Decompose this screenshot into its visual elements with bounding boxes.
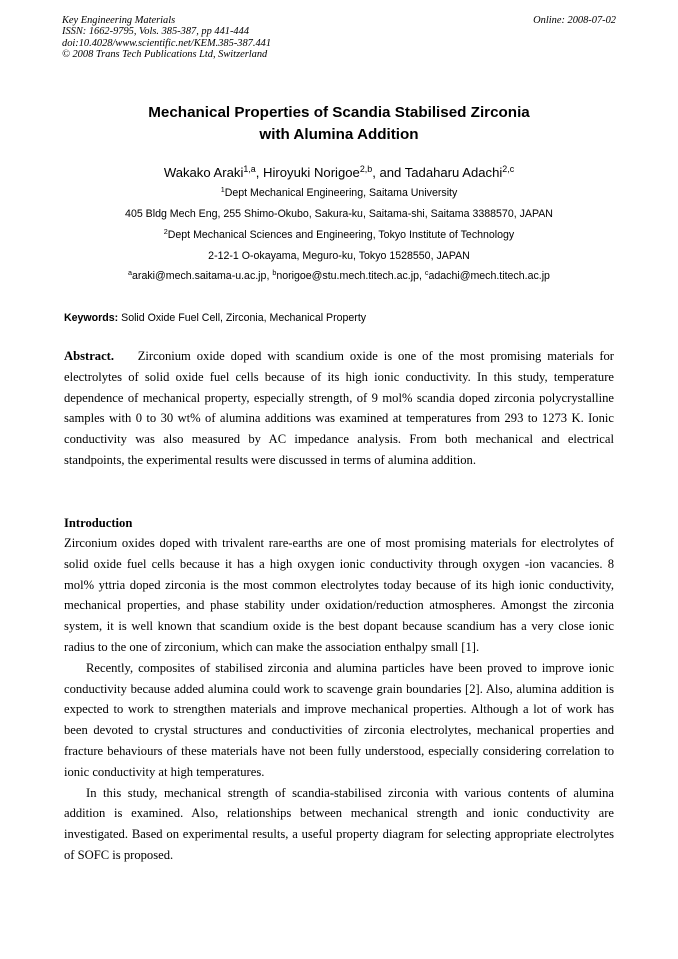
intro-paragraph: Recently, composites of stabilised zirconia and alumina particles have been proved to improve ionic conductivity because added alumina could work to scavenge grain boundaries [2]. Also, alumina addition is expected to work to strengthen materials and improve mechanical properties. Although a lot of work has been devoted to crystal structures and conductivities of zirconia electrolytes, mechanical properties and fracture behaviours of these materials have not been fully understood, especially considering correlation to ionic conductivity at high temperatures. bbox=[64, 660, 614, 779]
author-name: Tadaharu Adachi bbox=[404, 165, 503, 180]
affiliation-2-sup: 2 bbox=[163, 227, 168, 237]
email-sup: c bbox=[424, 268, 429, 278]
journal-name: Key Engineering Materials bbox=[62, 15, 176, 26]
email-address[interactable]: araki@mech.saitama-u.ac.jp bbox=[132, 270, 267, 282]
affiliation-2 bbox=[0, 228, 678, 242]
affiliation-2-name: Dept Mechanical Sciences and Engineering, Tokyo Institute of Technology bbox=[167, 229, 515, 241]
author-name: Wakako Araki bbox=[163, 165, 244, 180]
author-sup: 2,c bbox=[502, 164, 515, 175]
affiliation-1 bbox=[0, 186, 678, 200]
introduction-heading: Introduction bbox=[64, 516, 133, 530]
email-sup: b bbox=[272, 268, 277, 278]
affiliation-1-sup: 1 bbox=[220, 185, 225, 195]
affiliation-1-address: 405 Bldg Mech Eng, 255 Shimo-Okubo, Sakura-ku, Saitama-shi, Saitama 3388570, JAPAN bbox=[125, 208, 553, 220]
author-sup: 2,b bbox=[359, 164, 373, 175]
email-address[interactable]: adachi@mech.titech.ac.jp bbox=[428, 270, 550, 282]
email-sep: , bbox=[419, 270, 425, 282]
intro-paragraph: Zirconium oxides doped with trivalent rare-earths are one of most promising materials for electrolytes of solid oxide fuel cells because it has a high oxygen ionic conductivity through oxygen -ion vacancies. 8 mol% yttria doped zirconia is the most common electrolytes today because of its high ionic conductivity, mechanical properties, and phase stability under oxidation/reduction atmospheres. Amongst the zirconia system, it is well known that scandium oxide is the best dopant because scandium has a very close ionic radius to the one of zirconium, which can make the association enthalpy small [1]. bbox=[64, 536, 614, 654]
author-sep: , bbox=[255, 165, 264, 180]
online-date: Online: 2008-07-02 bbox=[533, 15, 616, 26]
keywords-label: Keywords: bbox=[64, 312, 119, 324]
paper-title bbox=[0, 102, 678, 146]
doi-line: doi:10.4028/www.scientific.net/KEM.385-387.441 bbox=[62, 37, 272, 49]
title-line-2: with Alumina Addition bbox=[259, 126, 419, 143]
keywords bbox=[64, 311, 366, 325]
author-name: Hiroyuki Norigoe bbox=[263, 165, 360, 180]
abstract-text: Zirconium oxide doped with scandium oxide is one of the most promising materials for electrolytes of solid oxide fuel cells because of its high ionic conductivity. In this study, temperature dependence of mechanical property, especially strength, of 9 mol% scandia doped zirconia polycrystalline samples with 0 to 30 wt% of alumina additions was examined at temperatures from 293 to 1273 K. Ionic conductivity was also measured by AC impedance analysis. From both mechanical and electrical standpoints, the experimental results were discussed in terms of alumina addition. bbox=[64, 349, 615, 467]
author-sup: 1,a bbox=[243, 164, 256, 175]
issn-line: ISSN: 1662-9795, Vols. 385-387, pp 441-444 bbox=[62, 26, 250, 38]
author-list bbox=[0, 164, 678, 182]
keywords-text: Solid Oxide Fuel Cell, Zirconia, Mechanical Property bbox=[121, 312, 367, 324]
email-sup: a bbox=[128, 268, 133, 278]
title-line-1: Mechanical Properties of Scandia Stabilised Zirconia bbox=[148, 104, 530, 121]
intro-paragraph: In this study, mechanical strength of scandia-stabilised zirconia with various contents of alumina addition is examined. Also, relationships between mechanical strength and ionic conductivity are investigated. Based on experimental results, a useful property diagram for selecting appropriate electrolytes of SOFC is proposed. bbox=[64, 785, 614, 862]
abstract bbox=[64, 346, 614, 471]
email-sep: , bbox=[266, 270, 273, 282]
email-list bbox=[0, 269, 678, 283]
affiliation-1-name: Dept Mechanical Engineering, Saitama University bbox=[224, 187, 458, 199]
email-address[interactable]: norigoe@stu.mech.titech.ac.jp bbox=[276, 270, 419, 282]
journal-header bbox=[62, 15, 616, 60]
abstract-label: Abstract. bbox=[64, 349, 115, 363]
affiliation-2-address: 2-12-1 O-okayama, Meguro-ku, Tokyo 1528550, JAPAN bbox=[208, 250, 470, 262]
author-sep: , and bbox=[372, 165, 405, 180]
introduction-body bbox=[64, 533, 614, 866]
copyright-line: © 2008 Trans Tech Publications Ltd, Switzerland bbox=[62, 48, 268, 60]
